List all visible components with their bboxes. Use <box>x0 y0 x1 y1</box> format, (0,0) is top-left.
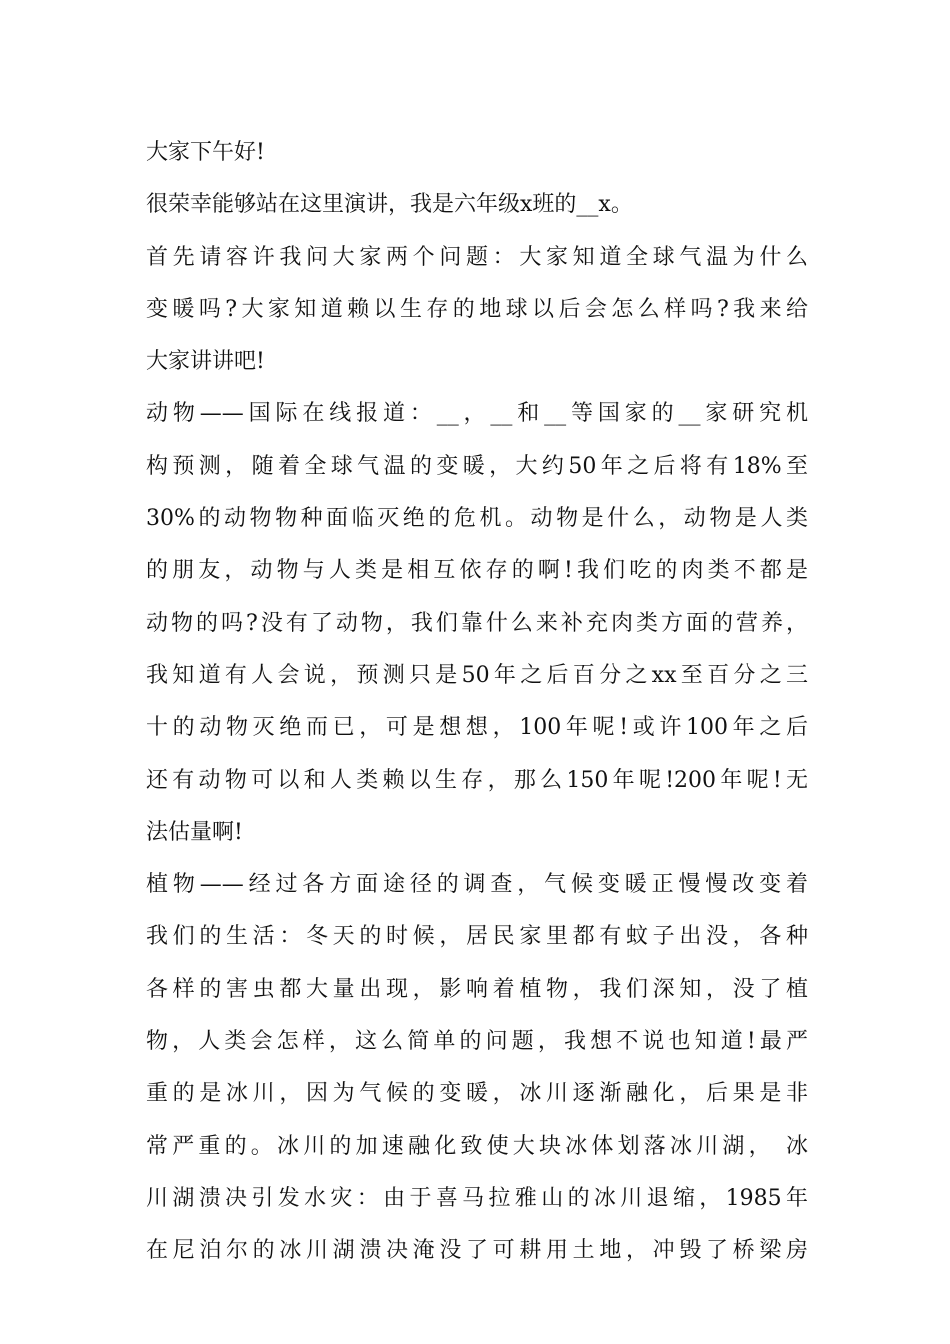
text-line: 川湖溃决引发水灾：由于喜马拉雅山的冰川退缩，1985年 <box>146 1185 808 1211</box>
text-line: 很荣幸能够站在这里演讲，我是六年级x班的__x。 <box>146 192 633 218</box>
text-line: 物，人类会怎样，这么简单的问题，我想不说也知道!最严 <box>146 1029 808 1055</box>
text-line: 各样的害虫都大量出现，影响着植物，我们深知，没了植 <box>146 976 808 1002</box>
text-line: 大家下午好! <box>146 140 265 165</box>
text-line: 还有动物可以和人类赖以生存，那么150年呢!200年呢!无 <box>146 767 808 793</box>
text-line: 常严重的。冰川的加速融化致使大块冰体划落冰川湖， 冰 <box>146 1133 808 1159</box>
speech-text <box>146 130 808 1281</box>
text-line: 我知道有人会说，预测只是50年之后百分之xx至百分之三 <box>146 662 808 688</box>
text-line: 法估量啊! <box>146 819 243 845</box>
text-line: 植物——经过各方面途径的调查，气候变暖正慢慢改变着 <box>146 872 808 898</box>
text-line: 十的动物灭绝而已，可是想想，100年呢!或许100年之后 <box>146 715 808 741</box>
text-line: 动物——国际在线报道：__，__和__等国家的__家研究机 <box>146 401 808 427</box>
text-line: 我们的生活：冬天的时候，居民家里都有蚊子出没，各种 <box>146 924 808 950</box>
text-line: 30%的动物物种面临灭绝的危机。动物是什么，动物是人类 <box>146 506 808 532</box>
text-line: 在尼泊尔的冰川湖溃决淹没了可耕用土地，冲毁了桥梁房 <box>146 1238 808 1264</box>
text-line: 重的是冰川，因为气候的变暖，冰川逐渐融化，后果是非 <box>146 1081 808 1107</box>
text-line: 的朋友，动物与人类是相互依存的啊!我们吃的肉类不都是 <box>146 558 808 584</box>
text-line: 构预测，随着全球气温的变暖，大约50年之后将有18%至 <box>146 453 808 479</box>
text-line: 变暖吗?大家知道赖以生存的地球以后会怎么样吗?我来给 <box>146 296 808 322</box>
text-line: 首先请容许我问大家两个问题：大家知道全球气温为什么 <box>146 244 808 270</box>
text-line: 动物的吗?没有了动物，我们靠什么来补充肉类方面的营养， <box>146 610 809 636</box>
text-line: 大家讲讲吧! <box>146 349 265 375</box>
